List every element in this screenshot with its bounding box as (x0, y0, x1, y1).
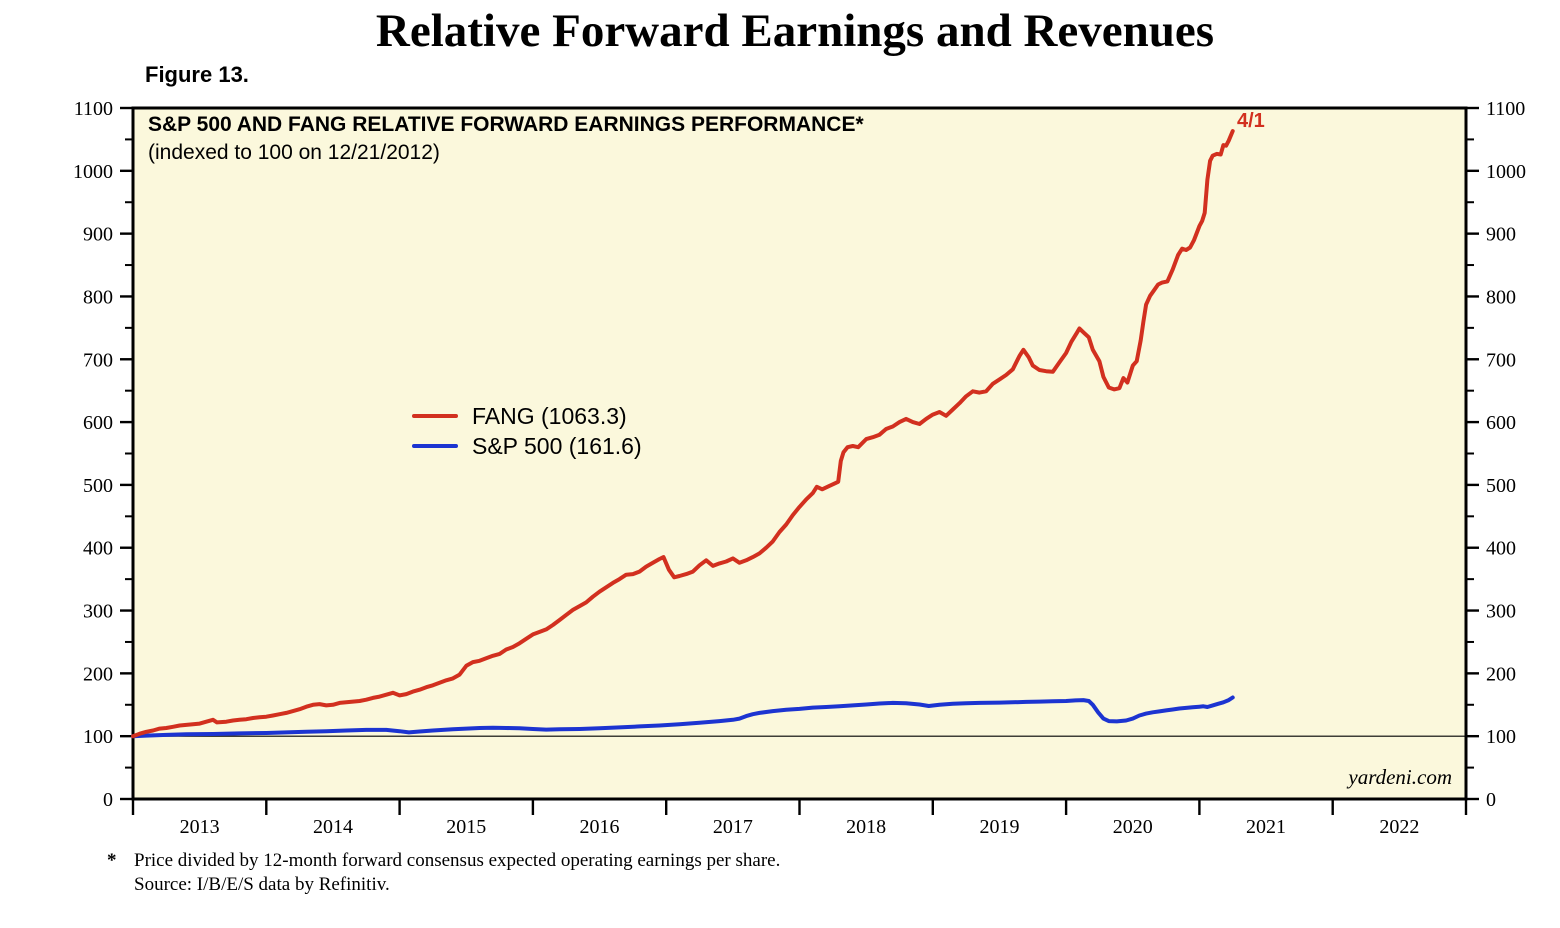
y-axis-label-right: 600 (1486, 412, 1516, 435)
footnote-asterisk: * (107, 850, 117, 871)
y-axis-label-right: 1000 (1486, 160, 1526, 183)
sp500-line-swatch (412, 444, 458, 448)
legend-row-sp500 (412, 431, 642, 461)
y-axis-label-left: 900 (83, 223, 113, 246)
chart-subtitle: (indexed to 100 on 12/21/2012) (148, 141, 440, 164)
x-axis-year-label: 2016 (579, 816, 620, 838)
legend-row-fang (412, 401, 642, 431)
y-axis-label-left: 600 (83, 412, 113, 435)
x-axis-year-label: 2015 (446, 816, 487, 838)
y-axis-label-right: 500 (1486, 474, 1516, 497)
x-axis-year-label: 2021 (1246, 816, 1287, 838)
watermark: yardeni.com (1348, 765, 1452, 789)
x-axis-year-label: 2014 (312, 816, 353, 838)
y-axis-label-right: 400 (1486, 537, 1516, 560)
x-axis-year-label: 2020 (1112, 816, 1153, 838)
y-axis-label-right: 100 (1486, 726, 1516, 749)
y-axis-label-right: 900 (1486, 223, 1516, 246)
y-axis-label-left: 800 (83, 286, 113, 309)
y-axis-label-right: 700 (1486, 349, 1516, 372)
y-axis-label-left: 500 (83, 474, 113, 497)
x-axis-year-label: 2019 (979, 816, 1020, 838)
y-axis-label-right: 200 (1486, 663, 1516, 686)
plot-area (133, 108, 1466, 799)
legend (412, 401, 642, 461)
y-axis-label-right: 300 (1486, 600, 1516, 623)
y-axis-label-left: 1000 (73, 160, 113, 183)
x-axis-year-label: 2013 (179, 816, 220, 838)
y-axis-label-right: 0 (1486, 789, 1496, 811)
x-axis-year-label: 2017 (712, 816, 753, 838)
y-axis-label-left: 700 (83, 349, 113, 372)
footnote-lines (134, 849, 780, 897)
chart-title: S&P 500 AND FANG RELATIVE FORWARD EARNINGS PERFORMANCE* (148, 113, 864, 136)
x-axis-year-label: 2022 (1379, 816, 1420, 838)
y-axis-label-left: 100 (83, 726, 113, 749)
y-axis-label-left: 200 (83, 663, 113, 686)
page-title: Relative Forward Earnings and Revenues (375, 5, 1215, 57)
y-axis-label-left: 400 (83, 537, 113, 560)
y-axis-label-left: 300 (83, 600, 113, 623)
last-date-annotation: 4/1 (1237, 110, 1265, 132)
figure-number-label: Figure 13. (145, 62, 249, 87)
legend-label-fang: FANG (1063.3) (472, 402, 627, 429)
y-axis-label-left: 1100 (73, 98, 113, 120)
y-axis-label-right: 800 (1486, 286, 1516, 309)
y-axis-label-left: 0 (103, 789, 113, 811)
x-axis-year-label: 2018 (846, 816, 887, 838)
footnote-line-2: Source: I/B/E/S data by Refinitiv. (134, 874, 390, 895)
footnote (107, 849, 780, 897)
fang-line-swatch (412, 414, 458, 418)
y-axis-label-right: 1100 (1486, 98, 1526, 120)
footnote-line-1: Price divided by 12-month forward consensus expected operating earnings per share. (134, 850, 781, 871)
legend-label-sp500: S&P 500 (161.6) (472, 432, 642, 459)
